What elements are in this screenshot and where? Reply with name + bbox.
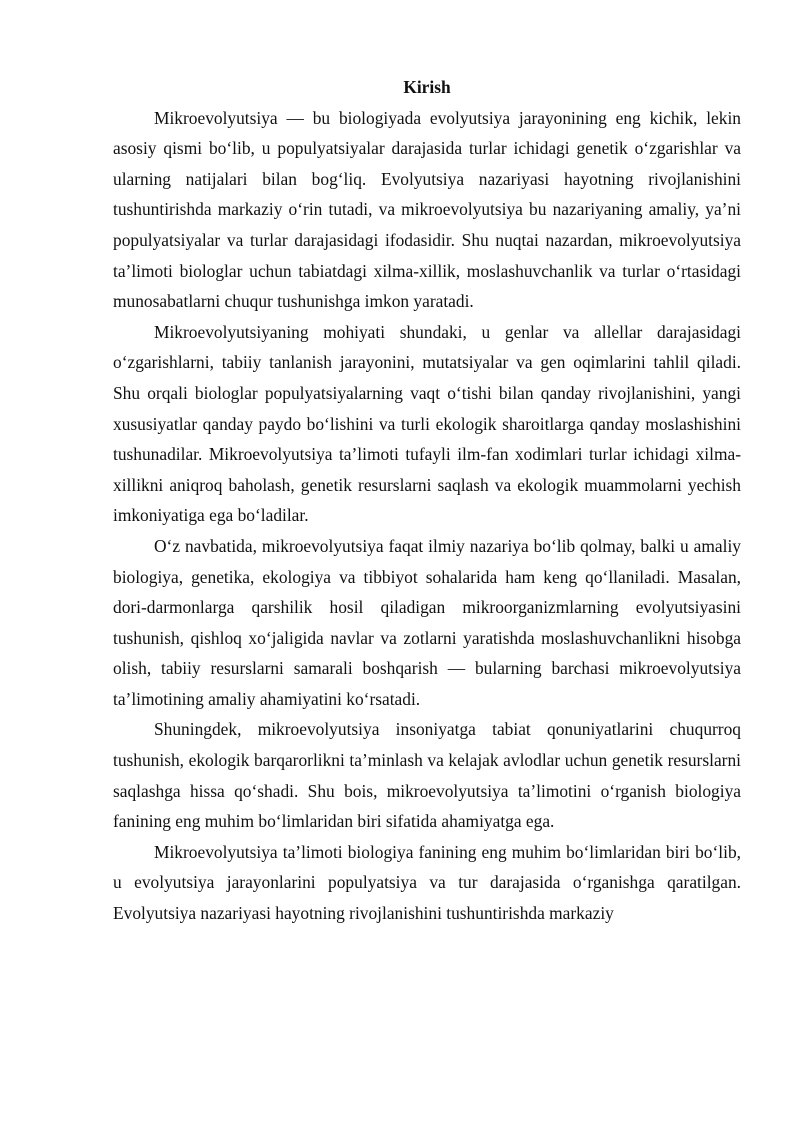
paragraph-3: O‘z navbatida, mikroevolyutsiya faqat ilmiy nazariya bo‘lib qolmay, balki u amaliy biologiya, genetika, ekologiya va tibbiyot sohalarida ham keng qo‘llaniladi. Masalan, dori-darmonlarga qarshilik hosil qiladigan mikroorganizmlarning evolyutsiyasini tushunish, qishloq xo‘jaligida navlar va zotlarni yaratishda moslashuvchanlikni hisobga olish, tabiiy resurslarni samarali boshqarish — bularning barchasi mikroevolyutsiya ta’limotining amaliy ahamiyatini ko‘rsatadi. bbox=[113, 535, 741, 709]
document-body bbox=[113, 72, 741, 929]
paragraph-1: Mikroevolyutsiya — bu biologiyada evolyutsiya jarayonining eng kichik, lekin asosiy qismi bo‘lib, u populyatsiyalar darajasida turlar ichidagi genetik o‘zgarishlar va ularning natijalari bilan bog‘liq. Evolyutsiya nazariyasi hayotning rivojlanishini tushuntirishda markaziy o‘rin tutadi, va mikroevolyutsiya bu nazariyaning amaliy, ya’ni populyatsiyalar va turlar darajasidagi ifodasidir. Shu nuqtai nazardan, mikroevolyutsiya ta’limoti biologlar uchun tabiatdagi xilma-xillik, moslashuvchanlik va turlar o‘rtasidagi munosabatlarni chuqur tushunishga imkon yaratadi. bbox=[113, 107, 741, 312]
section-title: Kirish bbox=[403, 77, 451, 97]
paragraph-2: Mikroevolyutsiyaning mohiyati shundaki, u genlar va allellar darajasidagi o‘zgarishlarni, tabiiy tanlanish jarayonini, mutatsiyalar va gen oqimlarini tahlil qiladi. Shu orqali biologlar populyatsiyalarning vaqt o‘tishi bilan qanday rivojlanishini, yangi xususiyatlar qanday paydo bo‘lishini va turli ekologik sharoitlarga qanday moslashishini tushunadilar. Mikroevolyutsiya ta’limoti tufayli ilm-fan xodimlari turlar ichidagi xilma-xillikni aniqroq baholash, genetik resurslarni saqlash va ekologik muammolarni yechish imkoniyatiga ega bo‘ladilar. bbox=[113, 321, 741, 526]
paragraph-4: Shuningdek, mikroevolyutsiya insoniyatga tabiat qonuniyatlarini chuqurroq tushunish, ekologik barqarorlikni ta’minlash va kelajak avlodlar uchun genetik resurslarni saqlashga hissa qo‘shadi. Shu bois, mikroevolyutsiya ta’limotini o‘rganish biologiya fanining eng muhim bo‘limlaridan biri sifatida ahamiyatga ega. bbox=[113, 719, 741, 832]
paragraph-5: Mikroevolyutsiya ta’limoti biologiya fanining eng muhim bo‘limlaridan biri bo‘lib, u evolyutsiya jarayonlarini populyatsiya va tur darajasida o‘rganishga qaratilgan. Evolyutsiya nazariyasi hayotning rivojlanishini tushuntirishda markaziy bbox=[113, 841, 741, 924]
